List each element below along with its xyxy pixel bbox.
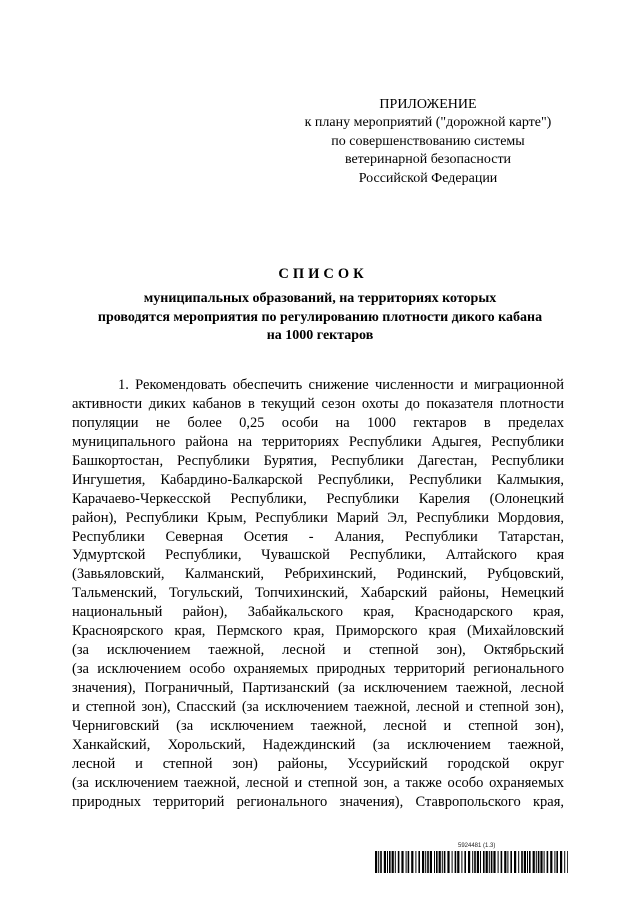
appendix-line: к плану мероприятий ("дорожной карте"): [304, 115, 552, 131]
document-title: СПИСОК: [278, 266, 368, 282]
body-line: Башкортостан, Республики Бурятия, Республики Дагестан, Республики: [72, 452, 564, 469]
body-line: Черниговский (за исключением таежной, лесной и степной зон),: [72, 717, 564, 734]
body-line: (Завьяловский, Калманский, Ребрихинский, Родинский, Рубцовский,: [72, 566, 564, 583]
body-line: Красноярского края, Пермского края, Приморского края (Михайловский: [72, 623, 564, 640]
subtitle-line: проводятся мероприятия по регулированию плотности дикого кабана: [97, 309, 543, 325]
body-line: (за исключением таежной, лесной и степной зон), Октябрьский: [72, 642, 564, 659]
body-line: (за исключением таежной, лесной и степной зон, а также особо охраняемых: [72, 774, 564, 791]
body-line: популяции не более 0,25 особи на 1000 гектаров в пределах: [72, 414, 564, 431]
body-line: район), Республики Крым, Республики Марий Эл, Республики Мордовия,: [72, 509, 564, 526]
body-line: и степной зон), Спасский (за исключением таежной, лесной и степной зон),: [72, 698, 564, 715]
document-subtitle: [70, 290, 570, 346]
body-line: Республики Северная Осетия - Алания, Республики Татарстан,: [72, 528, 564, 545]
body-line: Тальменский, Тогульский, Топчихинский, Хабарский районы, Немецкий: [72, 585, 564, 602]
body-line: значения), Пограничный, Партизанский (за исключением таежной, лесной: [72, 680, 564, 696]
body-line: национальный район), Забайкальского края, Краснодарского края,: [72, 604, 564, 621]
body-line: природных территорий регионального значения), Ставропольского края,: [72, 793, 564, 810]
body-line: Удмуртской Республики, Чувашской Республики, Алтайского края: [72, 547, 564, 564]
appendix-line: по совершенствованию системы: [331, 133, 525, 149]
body-line: активности диких кабанов в текущий сезон охоты до показателя плотности: [72, 395, 564, 412]
subtitle-line: на 1000 гектаров: [266, 328, 374, 343]
appendix-header: [283, 96, 573, 188]
body-line: Карачаево-Черкесской Республики, Республики Карелия (Олонецкий: [72, 490, 564, 507]
body-paragraph: [72, 376, 564, 812]
body-line: (за исключением особо охраняемых природных территорий регионального: [72, 661, 564, 678]
appendix-line: ветеринарной безопасности: [344, 152, 512, 168]
body-line: Ингушетия, Кабардино-Балкарской Республики, Республики Калмыкия,: [72, 471, 564, 488]
body-line: 1. Рекомендовать обеспечить снижение численности и миграционной: [118, 377, 564, 393]
body-line: муниципального района на территориях Республики Адыгея, Республики: [72, 433, 564, 450]
body-line: Ханкайский, Хорольский, Надеждинский (за исключением таежной,: [72, 736, 564, 753]
body-line: лесной и степной зон) районы, Уссурийский городской округ: [72, 755, 564, 772]
barcode-icon: [375, 851, 568, 873]
subtitle-line: муниципальных образований, на территориях которых: [143, 291, 497, 306]
barcode-number: 5924481 (1.3): [458, 843, 496, 849]
appendix-line: ПРИЛОЖЕНИЕ: [379, 97, 477, 112]
appendix-line: Российской Федерации: [358, 170, 498, 186]
